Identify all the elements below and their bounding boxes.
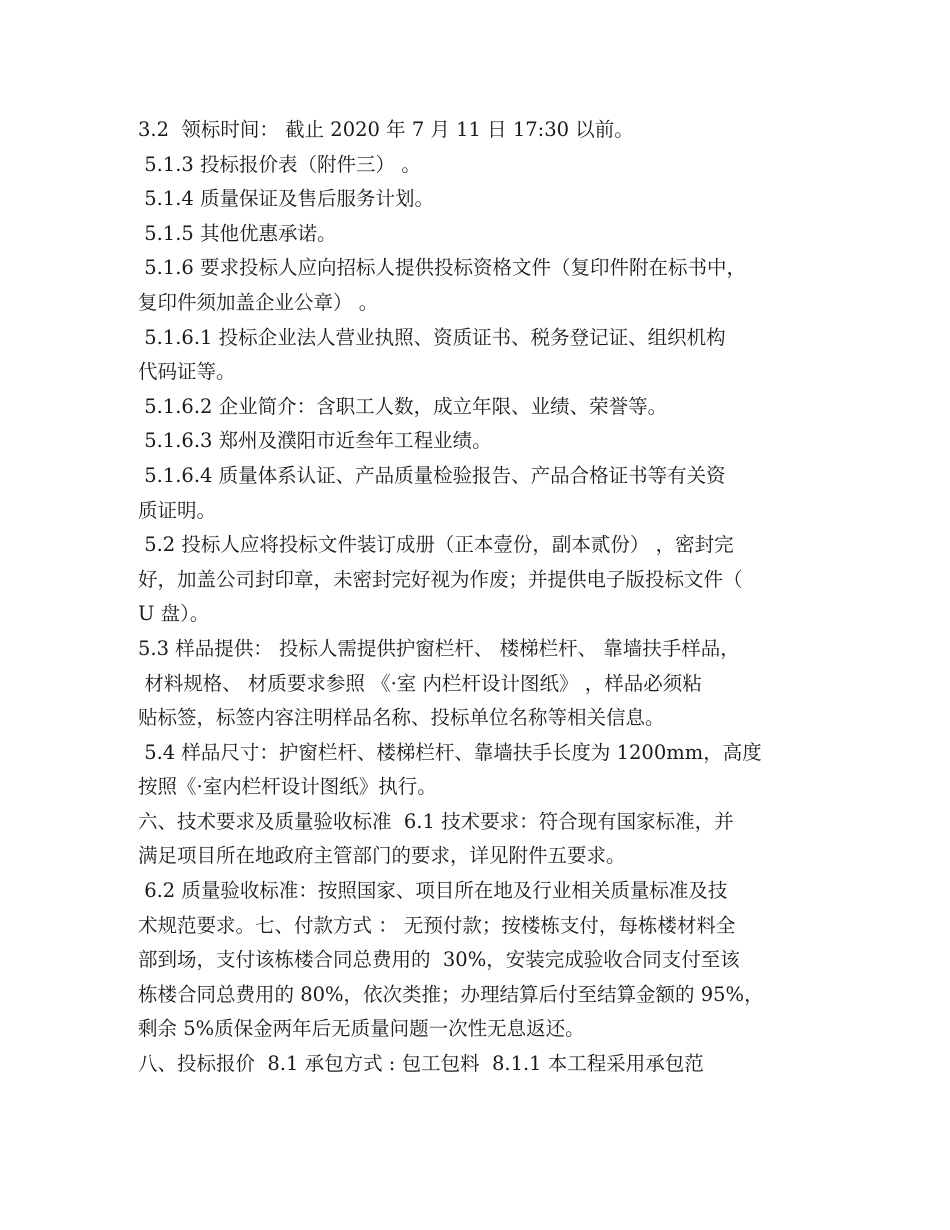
- text-line: 代码证等。: [138, 360, 236, 384]
- text-line: 术规范要求。七、付款方式 ： 无预付款；按楼栋支付，每栋楼材料全: [138, 913, 736, 937]
- text-line: 5.1.3 投标报价表（附件三） 。: [138, 152, 421, 176]
- text-line: 5.1.5 其他优惠承诺。: [138, 221, 337, 245]
- text-line: U 盘）。: [138, 602, 210, 626]
- text-line: 好，加盖公司封印章，未密封完好视为作废；并提供电子版投标文件（: [138, 567, 743, 591]
- text-line: 5.4 样品尺寸：护窗栏杆、楼梯栏杆、靠墙扶手长度为 1200mm，高度: [138, 740, 762, 764]
- text-line: 六、技术要求及质量验收标准 6.1 技术要求：符合现有国家标准，并: [138, 809, 734, 833]
- text-line: 八、投标报价 8.1 承包方式 : 包工包料 8.1.1 本工程采用承包范: [138, 1052, 704, 1076]
- text-line: 栋楼合同总费用的 80%，依次类推；办理结算后付至结算金额的 95%，: [138, 982, 764, 1006]
- text-line: 按照《·室内栏杆设计图纸》执行。: [138, 775, 437, 799]
- document-body: [138, 113, 828, 1082]
- text-line: 5.3 样品提供： 投标人需提供护窗栏杆、 楼梯栏杆、 靠墙扶手样品，: [138, 636, 740, 660]
- text-line: 满足项目所在地政府主管部门的要求，详见附件五要求。: [138, 844, 626, 868]
- text-line: 3.2 领标时间： 截止 2020 年 7 月 11 日 17:30 以前。: [138, 118, 634, 141]
- text-line: 部到场，支付该栋楼合同总费用的 30%，安装完成验收合同支付至该: [138, 948, 740, 972]
- text-line: 剩余 5%质保金两年后无质量问题一次性无息返还。: [138, 1017, 585, 1041]
- text-line: 材料规格、 材质要求参照 《·室 内栏杆设计图纸》 ，样品必须粘: [138, 671, 702, 695]
- text-line: 5.1.6.1 投标企业法人营业执照、资质证书、税务登记证、组织机构: [138, 325, 726, 349]
- text-line: 5.2 投标人应将投标文件装订成册（正本壹份，副本贰份） ，密封完: [138, 533, 734, 557]
- text-line: 5.1.4 质量保证及售后服务计划。: [138, 187, 435, 211]
- text-line: 5.1.6.3 郑州及濮阳市近叁年工程业绩。: [138, 429, 492, 453]
- text-line: 6.2 质量验收标准：按照国家、项目所在地及行业相关质量标准及技: [138, 879, 728, 903]
- text-line: 贴标签，标签内容注明样品名称、投标单位名称等相关信息。: [138, 706, 665, 730]
- text-line: 5.1.6.4 质量体系认证、产品质量检验报告、产品合格证书等有关资: [138, 463, 726, 487]
- text-line: 质证明。: [138, 498, 217, 522]
- text-line: 5.1.6.2 企业简介：含职工人数，成立年限、业绩、荣誉等。: [138, 394, 668, 418]
- text-line: 5.1.6 要求投标人应向招标人提供投标资格文件（复印件附在标书中，: [138, 256, 747, 280]
- text-line: 复印件须加盖企业公章） 。: [138, 290, 379, 314]
